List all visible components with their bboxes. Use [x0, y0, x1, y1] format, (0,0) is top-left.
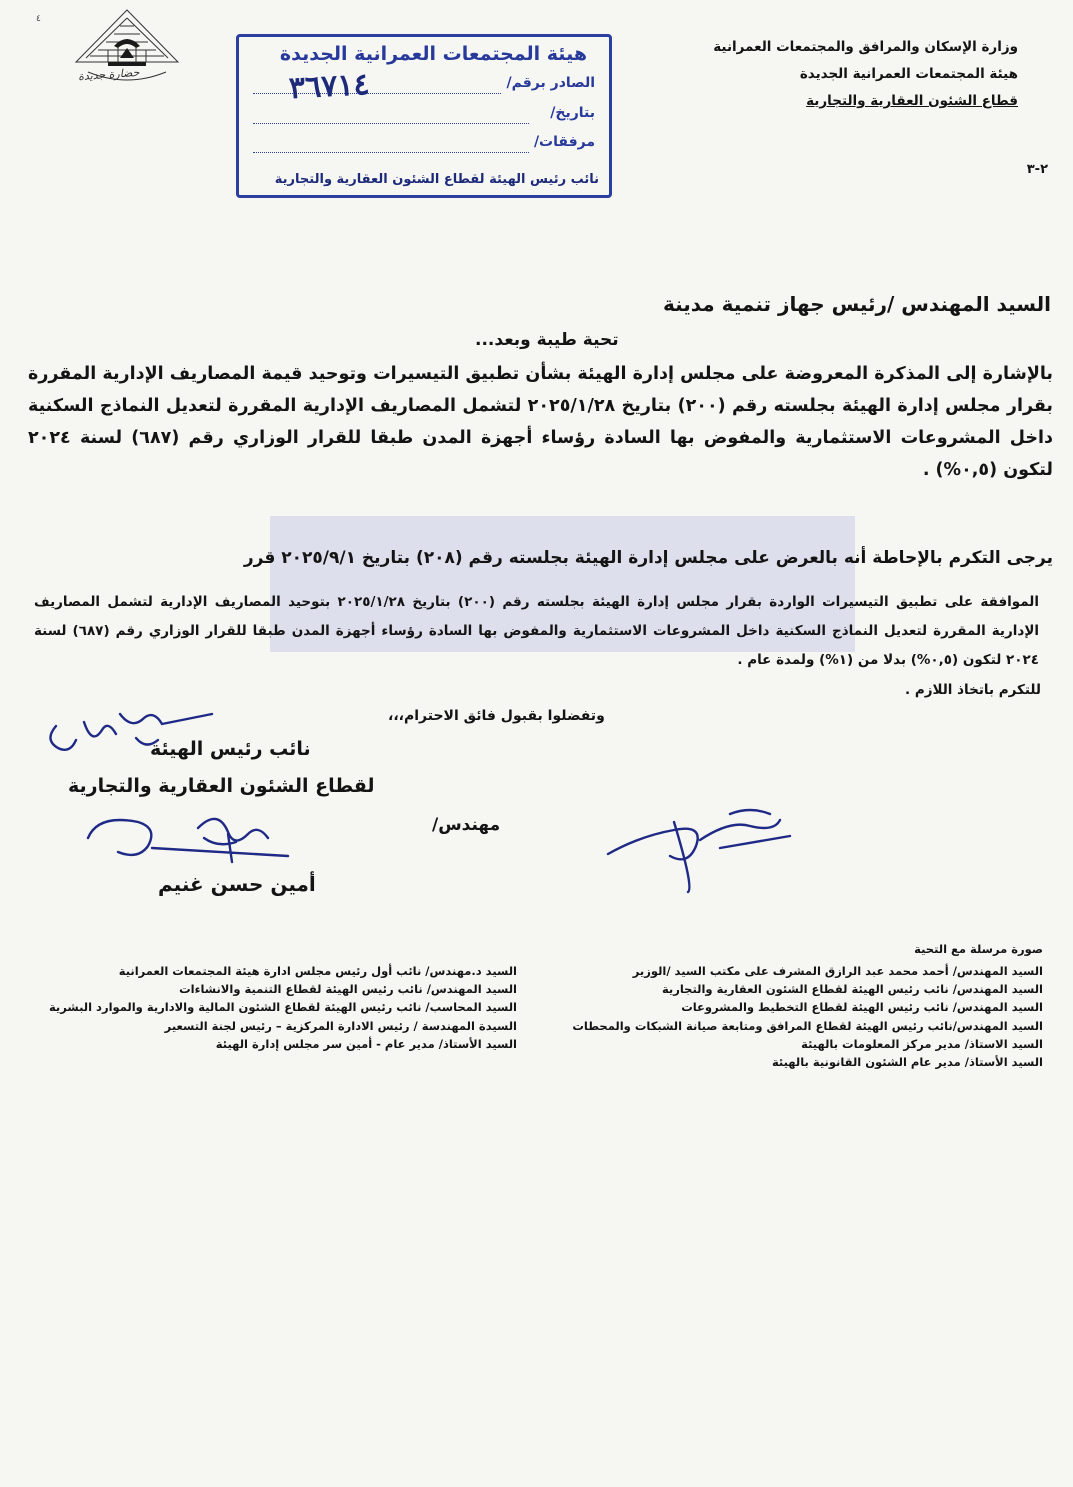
signer-title: نائب رئيس الهيئة: [150, 738, 311, 760]
paragraph-reference: بالإشارة إلى المذكرة المعروضة على مجلس إدارة الهيئة بشأن تطبيق التيسيرات وتوحيد قيمة المصاريف الإدارية المقررة بقرار مجلس إدارة الهيئة بجلسته رقم (٢٠٠) بتاريخ ٢٠٢٥/١/٢٨ لتشمل المصاريف الإدارية المقررة لتعديل النماذج السكنية داخل المشروعات الاستثمارية والمفوض بها السادة رؤساء أجهزة المدن طبقا للقرار الوزاري رقم (٦٨٧) لسنة ٢٠٢٤ لتكون (٠,٥%) .: [28, 364, 1054, 480]
stamp-attachments-label: مرفقات/: [533, 134, 595, 150]
paragraph-decision-intro: يرجى التكرم بالإحاطة أنه بالعرض على مجلس إدارة الهيئة بجلسته رقم (٢٠٨) بتاريخ ٢٠٢٥/٩/١ قرر: [243, 548, 1053, 568]
page-number: ٢-٣: [1026, 162, 1048, 177]
authority-name: هيئة المجتمعات العمرانية الجديدة: [799, 66, 1018, 82]
stamp-footer: نائب رئيس الهيئة لقطاع الشئون العقارية والتجارية: [274, 172, 599, 187]
greeting: تحية طيبة وبعد...: [475, 330, 619, 350]
cc-list-left: [49, 962, 517, 1053]
cc-list-right: [572, 962, 1043, 1071]
letterhead: [688, 34, 1018, 115]
logo-caption: حضارة جديدة: [77, 65, 140, 84]
cc-item: السيد الأستاذ/ مدير عام - أمين سر مجلس إدارة الهيئة: [215, 1036, 517, 1051]
stamp-title: هيئة المجتمعات العمرانية الجديدة: [279, 43, 587, 65]
pyramid-logo-icon: [68, 6, 186, 96]
signer-name: أمين حسن غنيم: [158, 872, 316, 896]
cc-item: السيد المهندس/ نائب رئيس الهيئة لقطاع التخطيط والمشروعات: [681, 1000, 1043, 1015]
cc-heading: صورة مرسلة مع التحية: [914, 942, 1043, 956]
outgoing-stamp: [236, 34, 612, 198]
salutation: السيد المهندس /رئيس جهاز تنمية مدينة: [662, 292, 1051, 316]
signer-sector: لقطاع الشئون العقارية والتجارية: [68, 775, 375, 797]
sector-name: قطاع الشئون العقارية والتجارية: [806, 93, 1018, 109]
cc-item: السيد المحاسب/ نائب رئيس الهيئة لقطاع الشئون المالية والادارية والموارد البشرية: [48, 1000, 517, 1015]
corner-mark: ٤: [36, 14, 41, 24]
ministry-name: وزارة الإسكان والمرافق والمجتمعات العمرانية: [713, 39, 1018, 55]
second-signature: [600, 800, 800, 896]
stamp-issued-label: الصادر برقم/: [506, 75, 595, 91]
signer-signature: [78, 808, 308, 872]
cc-item: السيد الاستاذ/ مدير مركز المعلومات بالهيئة: [801, 1036, 1043, 1051]
stamp-issued-number: ٣٦٧١٤: [288, 66, 371, 107]
cc-item: السيد د.مهندس/ نائب أول رئيس مجلس ادارة هيئة المجتمعات العمرانية: [118, 964, 517, 978]
cc-item: السيد المهندس/ نائب رئيس الهيئة لقطاع الشئون العقارية والتجارية: [661, 982, 1043, 997]
paragraph-action: للتكرم باتخاذ اللازم .: [904, 682, 1041, 698]
paragraph-decision: الموافقة على تطبيق التيسيرات الواردة بقرار مجلس إدارة الهيئة بجلسته رقم (٢٠٠) بتاريخ ٢٠٢٥/١/٢٨ بتوحيد المصاريف الإدارية لتشمل المصاريف الإدارية المقررة لتعديل النماذج السكنية داخل المشروعات الاستثمارية والمفوض بها السادة رؤساء أجهزة المدن طبقا للقرار الوزاري رقم (٦٨٧) لسنة ٢٠٢٤ لتكون (٠,٥%) بدلا من (١%) ولمدة عام .: [34, 594, 1040, 668]
cc-item: السيد الأستاذ/ مدير عام الشئون القانونية بالهيئة: [771, 1055, 1043, 1070]
stamp-date-label: بتاريخ/: [550, 105, 595, 121]
cc-item: السيدة المهندسة / رئيس الادارة المركزية – رئيس لجنة التسعير: [164, 1018, 517, 1033]
cc-item: السيد المهندس/نائب رئيس الهيئة لقطاع المرافق ومتابعة صيانة الشبكات والمحطات: [572, 1018, 1043, 1033]
signer-eng-label: مهندس/: [432, 815, 501, 835]
closing: وتفضلوا بقبول فائق الاحترام،،،: [388, 708, 605, 724]
cc-item: السيد المهندس/ أحمد محمد عبد الرازق المشرف على مكتب السيد /الوزير: [632, 964, 1043, 978]
cc-item: السيد المهندس/ نائب رئيس الهيئة لقطاع التنمية والانشاءات: [179, 982, 517, 997]
